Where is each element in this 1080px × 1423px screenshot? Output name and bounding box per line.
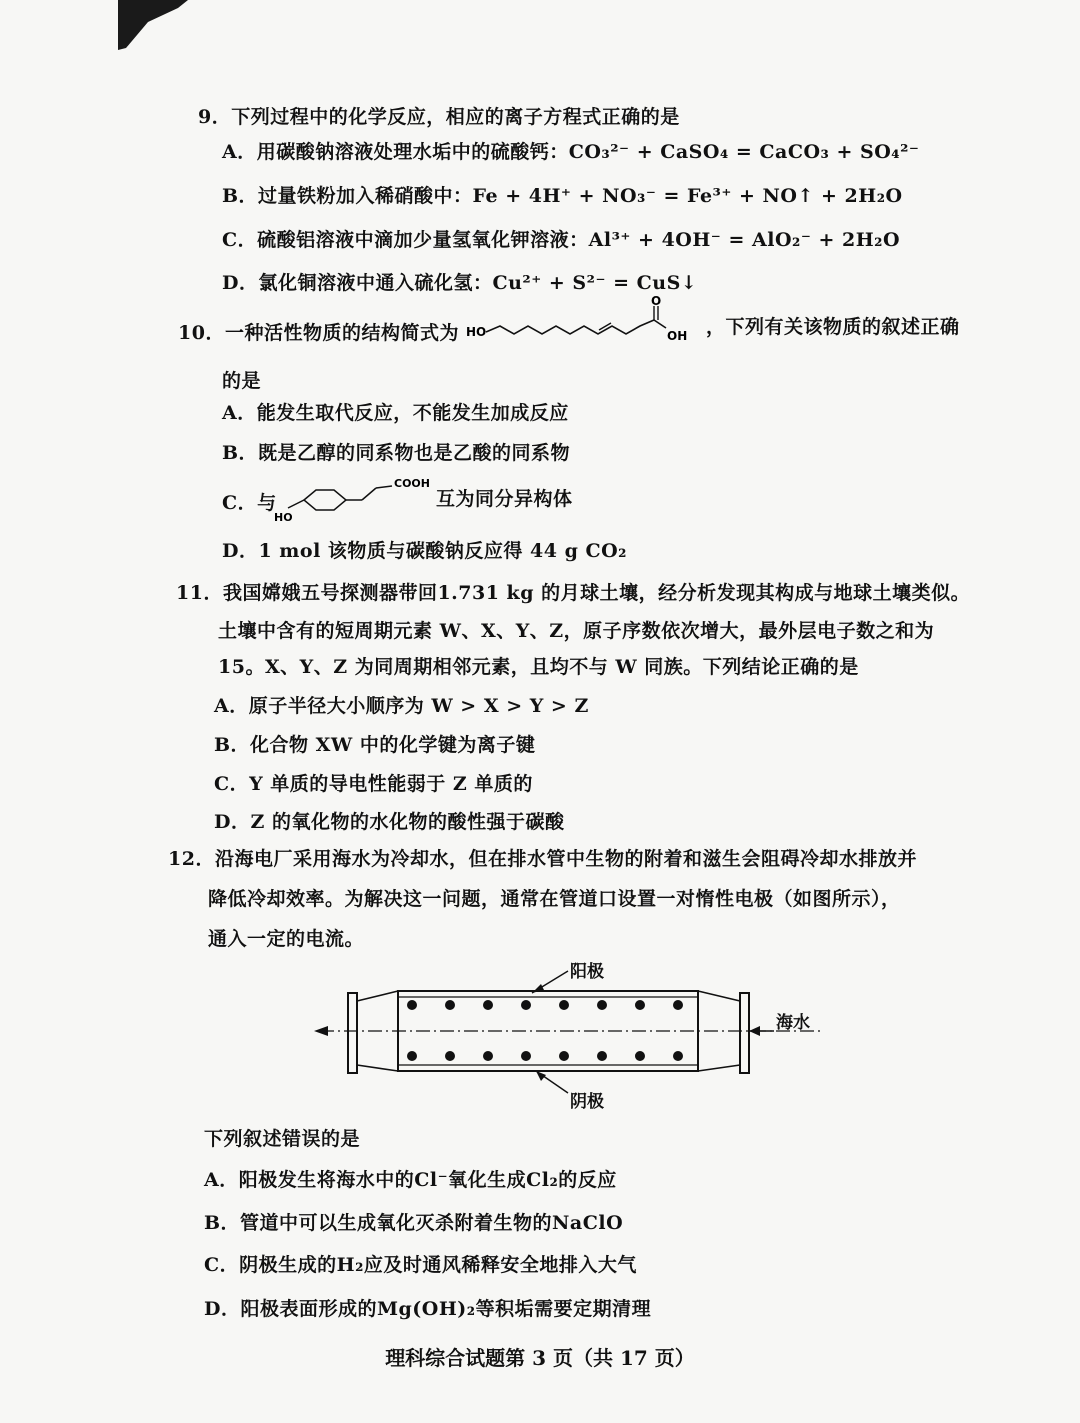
anode-label: 阳极: [570, 962, 604, 982]
q12-option-d: D．阳极表面形成的Mg(OH)₂等积垢需要定期清理: [204, 1298, 652, 1320]
q10-stem-end: ，下列有关该物质的叙述正确: [706, 316, 960, 338]
q12-line-1: 12．沿海电厂采用海水为冷却水，但在排水管中生物的附着和滋生会阻碍冷却水排放并: [168, 848, 917, 870]
q10-stem-cont: 的是: [222, 370, 262, 392]
q12-line-2: 降低冷却效率。为解决这一问题，通常在管道口设置一对惰性电极（如图所示），: [208, 888, 901, 910]
q9-option-c: C．硫酸铝溶液中滴加少量氢氧化钾溶液：Al³⁺ + 4OH⁻ = AlO₂⁻ + 2H₂O: [222, 229, 901, 251]
q11-option-d: D．Z 的氧化物的水化物的酸性强于碳酸: [214, 811, 565, 833]
cathode-label: 阴极: [570, 1092, 604, 1112]
mol-o-label: O: [651, 296, 662, 308]
q10-option-a: A．能发生取代反应，不能发生加成反应: [222, 402, 569, 424]
mol-c-ho-label: HO: [274, 511, 293, 524]
mol-ho-label: HO: [466, 325, 487, 339]
q11-option-c: C．Y 单质的导电性能弱于 Z 单质的: [214, 773, 533, 795]
q12-prompt: 下列叙述错误的是: [204, 1128, 361, 1150]
q12-option-a: A．阳极发生将海水中的Cl⁻氧化生成Cl₂的反应: [204, 1169, 617, 1191]
q10-option-c-suffix: 互为同分异构体: [436, 488, 573, 510]
q12-line-3: 通入一定的电流。: [208, 928, 365, 950]
q11-line-1: 11．我国嫦娥五号探测器带回1.731 kg 的月球土壤，经分析发现其构成与地球土壤类似。: [176, 582, 971, 604]
mol-c-cooh-label: COOH: [394, 477, 430, 490]
q11-option-a: A．原子半径大小顺序为 W > X > Y > Z: [214, 695, 589, 717]
q10-option-d: D．1 mol 该物质与碳酸钠反应得 44 g CO₂: [222, 540, 627, 562]
q9-option-a: A．用碳酸钠溶液处理水垢中的硫酸钙：CO₃²⁻ + CaSO₄ = CaCO₃ + SO₄²⁻: [222, 141, 920, 163]
q10-option-c-prefix: C．与: [222, 492, 277, 514]
q12-option-b: B．管道中可以生成氧化灭杀附着生物的NaClO: [204, 1212, 624, 1234]
q11-line-3: 15。X、Y、Z 为同周期相邻元素，且均不与 W 同族。下列结论正确的是: [218, 656, 859, 678]
q12-option-c: C．阴极生成的H₂应及时通风稀释安全地排入大气: [204, 1254, 637, 1276]
mol-oh-label: OH: [667, 329, 688, 343]
q9-option-b: B．过量铁粉加入稀硝酸中：Fe + 4H⁺ + NO₃⁻ = Fe³⁺ + NO↑ + 2H₂O: [222, 185, 903, 207]
q9-option-d: D．氯化铜溶液中通入硫化氢：Cu²⁺ + S²⁻ = CuS↓: [222, 272, 698, 294]
q11-line-2: 土壤中含有的短周期元素 W、X、Y、Z，原子序数依次增大，最外层电子数之和为: [218, 620, 935, 642]
scan-corner-shadow: [118, 0, 198, 50]
q10-stem-start: 10．一种活性物质的结构简式为: [178, 322, 459, 344]
electrode-pipe-diagram: [300, 955, 840, 1112]
q10-option-b: B．既是乙醇的同系物也是乙酸的同系物: [222, 442, 571, 464]
seawater-label: 海水: [776, 1013, 810, 1033]
q10-structure-diagram: [466, 296, 702, 346]
page-footer: 理科综合试题第 3 页（共 17 页）: [385, 1346, 695, 1370]
q11-option-b: B．化合物 XW 中的化学键为离子键: [214, 734, 536, 756]
q10-option-c-structure: [272, 470, 437, 525]
q9-stem: 9．下列过程中的化学反应，相应的离子方程式正确的是: [198, 106, 680, 128]
